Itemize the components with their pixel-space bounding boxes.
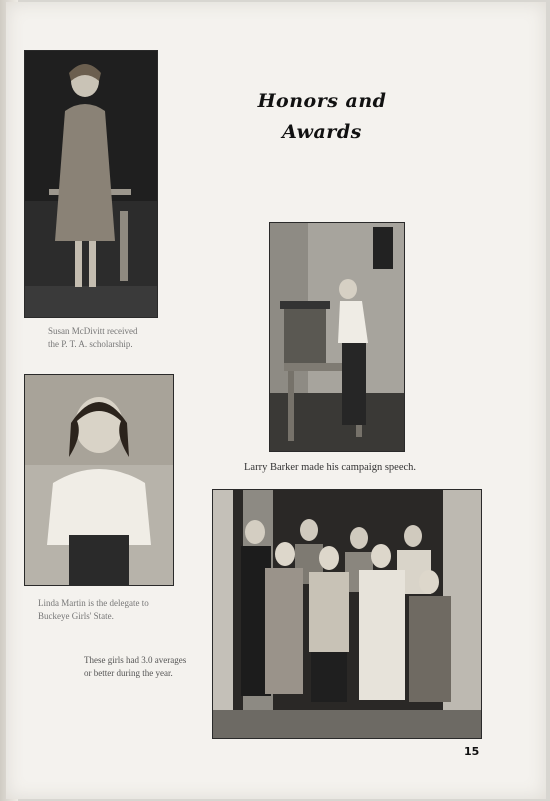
- title-line-2: Awards: [282, 121, 362, 143]
- caption-campaign-speech: Larry Barker made his campaign speech.: [244, 462, 417, 473]
- caption-delegate: Linda Martin is the delegate to Buckeye Girls' State.: [38, 598, 149, 621]
- photo-scholarship-girl-image: [25, 51, 157, 317]
- photo-honor-girls-group: [212, 489, 482, 739]
- photo-campaign-speech: [269, 222, 405, 452]
- photo-delegate-girl: [24, 374, 174, 586]
- photo-campaign-speech-image: [270, 223, 404, 451]
- caption-averages: These girls had 3.0 averages or better during the year.: [84, 655, 187, 678]
- photo-scholarship-girl: [24, 50, 158, 318]
- caption-scholarship: Susan McDivitt received the P. T. A. scholarship.: [48, 326, 138, 349]
- page-number: 15: [464, 745, 480, 758]
- photo-honor-girls-group-image: [213, 490, 481, 738]
- title-line-1: Honors and: [257, 90, 387, 112]
- page-title: [252, 86, 392, 148]
- photo-delegate-girl-image: [25, 375, 173, 585]
